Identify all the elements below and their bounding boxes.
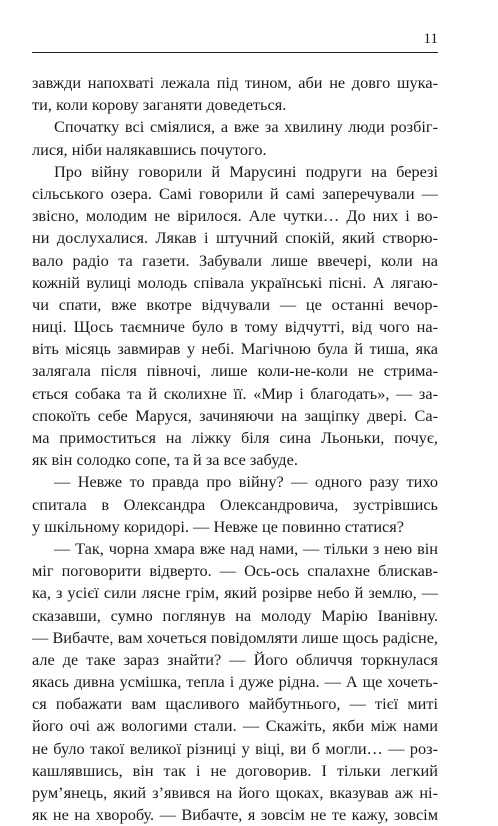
text-line: ти, коли корову заганяти доведеться. <box>32 95 287 115</box>
text-line: ни дослухалися. Лякав і штучний спокій, який створю- <box>32 228 438 248</box>
text-line: спитала в Олександра Олександровича, зустрівшись <box>32 494 438 514</box>
text-line: його очі аж вологими стали. — Скажіть, якби між нами <box>32 716 438 736</box>
text-line: — Невже то правда про війну? — одного разу тихо <box>54 472 438 492</box>
text-line: — Так, чорна хмара вже над нами, — тільки з нею він <box>54 538 438 558</box>
text-line: Про війну говорили й Марусині подруги на березі <box>54 161 438 181</box>
text-line: кашлявшись, він так і не договорив. І тільки легкий <box>32 760 438 780</box>
page-header <box>32 30 438 53</box>
text-line: — Вибачте, вам хочеться повідомляти лише щось радісне, <box>32 627 438 647</box>
body-text <box>32 72 438 826</box>
text-line: звісно, молодим не вірилося. Але чутки… До них і во- <box>32 206 438 226</box>
text-line: чи спати, вже вкотре відчували — це останні вечор- <box>32 294 438 314</box>
text-line: як він солодко сопе, та й за все забуде. <box>32 450 298 470</box>
text-line: ма примоститься на ліжку біля сина Льоньки, почує, <box>32 428 438 447</box>
text-line: ється собака та й сколихне її. «Мир і благодать», — за- <box>32 383 438 403</box>
text-line: ка, з усієї сили ляснe грім, який розірве небо й землю, — <box>32 583 438 603</box>
text-line: вало радіо та газети. Забували лише ввечері, коли на <box>32 250 438 270</box>
text-line: якась дивна усмішка, тепла і дуже рідна. — А ще хочеть- <box>32 672 438 692</box>
text-line: завжди напохваті лежала під тином, аби не довго шука- <box>32 73 438 92</box>
text-line: віть місяць завмирав у небі. Магічною була й тиша, яка <box>32 339 438 359</box>
text-line: сільського озера. Самі говорили й самі заперечували — <box>32 183 438 203</box>
text-line: міг поговорити відверто. — Ось-ось спалахне блискав- <box>32 561 438 581</box>
text-line: сказавши, сумно поглянув на молоду Марію Іванівну. <box>32 605 438 625</box>
text-line: спокоїть себе Маруся, зачиняючи на защіпку двері. Са- <box>32 405 438 425</box>
text-line: як не на хворобу. — Вибачте, я зовсім не те кажу, зовсім <box>32 805 438 825</box>
text-line: Спочатку всі сміялися, а вже за хвилину люди розбіг- <box>54 117 438 137</box>
text-line: кожній вулиці молодь співала українські пісні. А лягаю- <box>32 272 438 292</box>
text-line: не було такої великої різниці у віці, ви б могли… — роз- <box>32 738 438 758</box>
text-line: у шкільному коридорі. — Невже це повинно статися? <box>32 516 404 536</box>
text-line: лися, ніби налякавшись почутого. <box>32 139 267 159</box>
text-line: залягала після півночі, лише коли-не-коли не стрима- <box>32 361 438 381</box>
text-line: рум’янець, який з’явився на його щоках, вказував аж ні- <box>32 783 438 802</box>
text-line: ниці. Щось таємниче було в тому відчутті, від чого на- <box>32 317 438 337</box>
text-line: але де таке зараз знайти? — Його обличчя торкнулася <box>32 649 438 669</box>
page-number: 11 <box>423 31 438 47</box>
text-line: ся побажати вам щасливого майбутнього, — тієї миті <box>32 694 438 714</box>
